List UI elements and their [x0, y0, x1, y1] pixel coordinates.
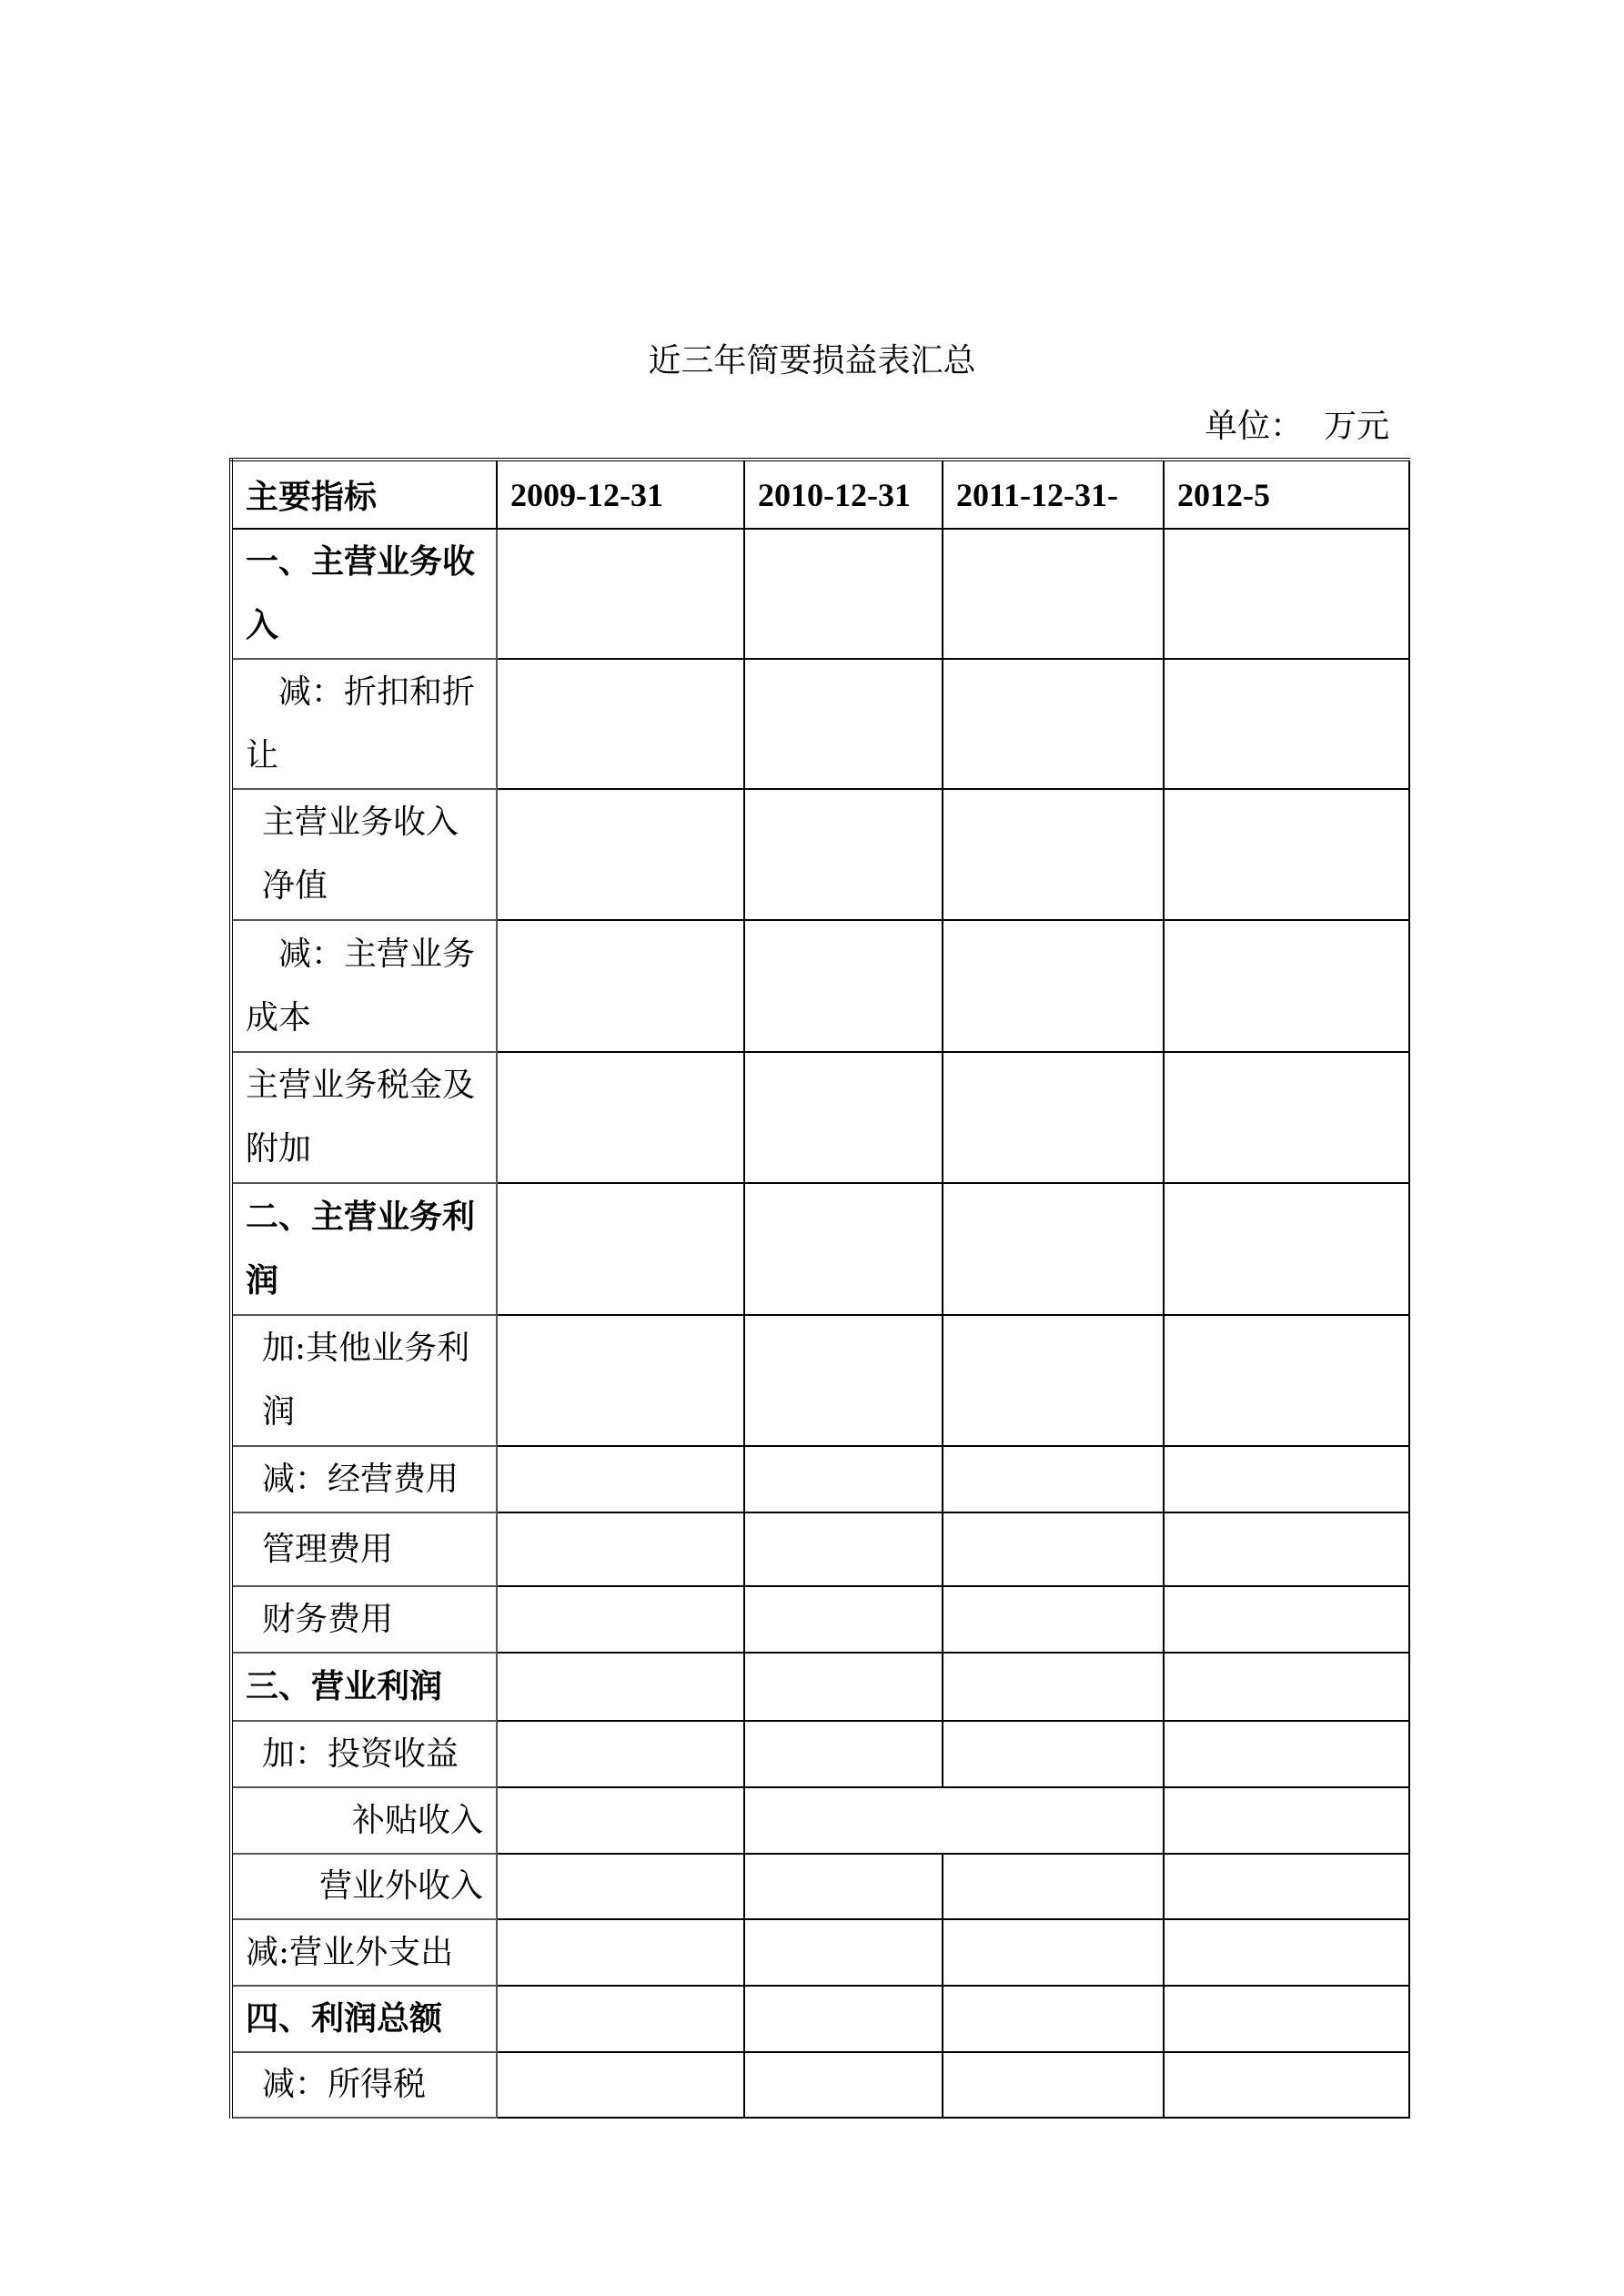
value-cell[interactable] — [744, 1854, 943, 1919]
header-2012: 2012-5 — [1164, 460, 1409, 529]
value-cell[interactable] — [497, 659, 744, 789]
value-cell[interactable] — [497, 1854, 744, 1919]
table-row — [231, 529, 1409, 659]
value-cell[interactable] — [943, 1986, 1164, 2052]
table-row — [231, 1854, 1409, 1919]
row-label: 营业外收入 — [231, 1854, 497, 1919]
row-label: 加:其他业务利润 — [231, 1315, 497, 1446]
value-cell[interactable] — [943, 1586, 1164, 1653]
value-cell[interactable] — [943, 1854, 1164, 1919]
value-cell[interactable] — [497, 529, 744, 659]
value-cell[interactable] — [1164, 1653, 1409, 1721]
value-cell[interactable] — [943, 1446, 1164, 1512]
header-2011: 2011-12-31- — [943, 460, 1164, 529]
header-indicator: 主要指标 — [231, 460, 497, 529]
value-cell[interactable] — [1164, 1919, 1409, 1986]
table-row — [231, 1721, 1409, 1787]
row-label: 减:营业外支出 — [231, 1919, 497, 1986]
row-label: 一、主营业务收入 — [231, 529, 497, 659]
value-cell[interactable] — [943, 1653, 1164, 1721]
row-label: 加：投资收益 — [231, 1721, 497, 1787]
value-cell[interactable] — [943, 1721, 1164, 1787]
row-label: 减：主营业务成本 — [231, 920, 497, 1052]
value-cell[interactable] — [497, 789, 744, 920]
value-cell[interactable] — [497, 1787, 744, 1854]
row-label: 四、利润总额 — [231, 1986, 497, 2052]
table-row — [231, 2052, 1409, 2118]
table-row — [231, 789, 1409, 920]
value-cell[interactable] — [744, 659, 943, 789]
row-label: 三、营业利润 — [231, 1653, 497, 1721]
value-cell[interactable] — [497, 1986, 744, 2052]
value-cell[interactable] — [744, 1052, 943, 1183]
value-cell[interactable] — [744, 2052, 943, 2118]
value-cell[interactable] — [1164, 1315, 1409, 1446]
value-cell[interactable] — [744, 1512, 943, 1586]
row-label: 主营业务收入净值 — [231, 789, 497, 920]
value-cell[interactable] — [744, 789, 943, 920]
table-row — [231, 1986, 1409, 2052]
value-cell[interactable] — [744, 1653, 943, 1721]
value-cell[interactable] — [943, 1183, 1164, 1315]
value-cell[interactable] — [744, 1919, 943, 1986]
table-row — [231, 659, 1409, 789]
value-cell[interactable] — [497, 1512, 744, 1586]
value-cell[interactable] — [1164, 1854, 1409, 1919]
value-cell[interactable] — [943, 1919, 1164, 1986]
value-cell[interactable] — [943, 1512, 1164, 1586]
header-2009: 2009-12-31 — [497, 460, 744, 529]
value-cell[interactable] — [497, 1721, 744, 1787]
table-row — [231, 1315, 1409, 1446]
value-cell[interactable] — [497, 1446, 744, 1512]
value-cell[interactable] — [1164, 789, 1409, 920]
value-cell[interactable] — [497, 1586, 744, 1653]
value-cell[interactable] — [744, 1183, 943, 1315]
value-cell[interactable] — [943, 2052, 1164, 2118]
value-cell[interactable] — [943, 659, 1164, 789]
value-cell[interactable] — [497, 1183, 744, 1315]
table-row — [231, 1052, 1409, 1183]
table-row — [231, 1919, 1409, 1986]
table-row — [231, 1512, 1409, 1586]
value-cell[interactable] — [744, 1586, 943, 1653]
table-row — [231, 1183, 1409, 1315]
table-row — [231, 920, 1409, 1052]
value-cell[interactable] — [497, 920, 744, 1052]
table-row — [231, 1787, 1409, 1854]
value-cell[interactable] — [1164, 1787, 1409, 1854]
value-cell[interactable] — [1164, 1986, 1409, 2052]
value-cell[interactable] — [497, 2052, 744, 2118]
row-label: 减：经营费用 — [231, 1446, 497, 1512]
value-cell[interactable] — [1164, 1721, 1409, 1787]
value-cell[interactable] — [497, 1315, 744, 1446]
income-statement-table — [229, 458, 1410, 2119]
row-label: 财务费用 — [231, 1586, 497, 1653]
value-cell[interactable] — [943, 1052, 1164, 1183]
value-cell[interactable] — [744, 529, 943, 659]
value-cell[interactable] — [1164, 1183, 1409, 1315]
value-cell[interactable] — [1164, 529, 1409, 659]
value-cell[interactable] — [943, 529, 1164, 659]
value-cell[interactable] — [1164, 659, 1409, 789]
value-cell[interactable] — [497, 1653, 744, 1721]
value-cell[interactable] — [744, 920, 943, 1052]
row-label: 管理费用 — [231, 1512, 497, 1586]
unit-label: 单位： 万元 — [1205, 408, 1389, 445]
header-2010: 2010-12-31 — [744, 460, 943, 529]
value-cell[interactable] — [744, 1787, 1164, 1854]
value-cell[interactable] — [1164, 1446, 1409, 1512]
value-cell[interactable] — [497, 1052, 744, 1183]
page-title: 近三年简要损益表汇总 — [648, 342, 976, 379]
value-cell[interactable] — [497, 1919, 744, 1986]
value-cell[interactable] — [1164, 2052, 1409, 2118]
value-cell[interactable] — [1164, 1052, 1409, 1183]
row-label: 主营业务税金及附加 — [231, 1052, 497, 1183]
table-row — [231, 1446, 1409, 1512]
header-row — [231, 460, 1409, 529]
value-cell[interactable] — [744, 1721, 943, 1787]
row-label: 二、主营业务利润 — [231, 1183, 497, 1315]
table-row — [231, 1653, 1409, 1721]
value-cell[interactable] — [1164, 1586, 1409, 1653]
row-label: 补贴收入 — [231, 1787, 497, 1854]
row-label: 减：折扣和折让 — [231, 659, 497, 789]
value-cell[interactable] — [744, 1446, 943, 1512]
value-cell[interactable] — [1164, 920, 1409, 1052]
value-cell[interactable] — [943, 1315, 1164, 1446]
row-label: 减：所得税 — [231, 2052, 497, 2118]
table-row — [231, 1586, 1409, 1653]
value-cell[interactable] — [744, 1315, 943, 1446]
value-cell[interactable] — [1164, 1512, 1409, 1586]
value-cell[interactable] — [744, 1986, 943, 2052]
value-cell[interactable] — [943, 789, 1164, 920]
value-cell[interactable] — [943, 920, 1164, 1052]
